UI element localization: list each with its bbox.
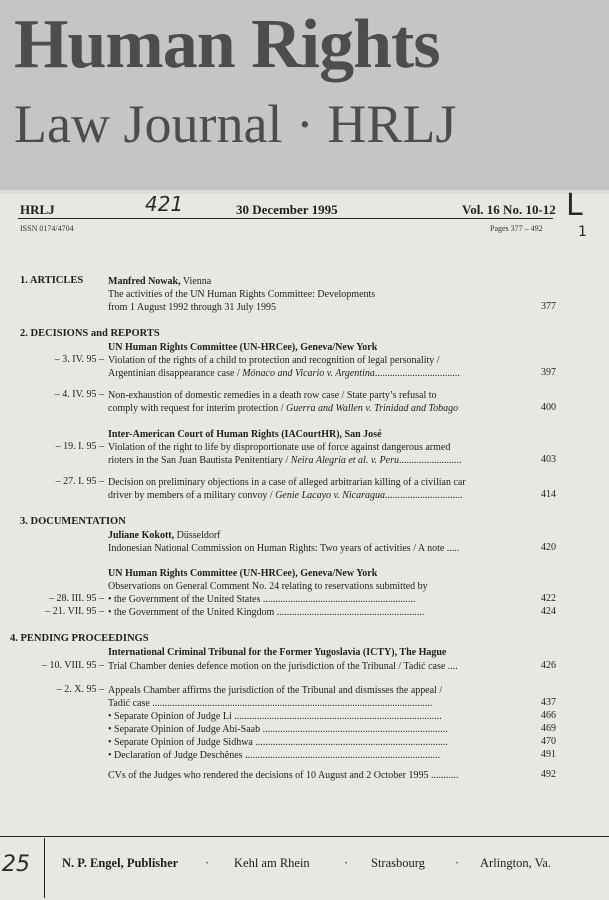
doc-place: Düsseldorf xyxy=(174,530,221,541)
pending-2-case: Tadić case xyxy=(108,698,150,709)
city-arlington: Arlington, Va. xyxy=(480,856,551,870)
article-title-1: The activities of the UN Human Rights Committee: Developments xyxy=(108,289,376,300)
decision-1-case: Mónaco and Vicario v. Argentina xyxy=(242,368,375,379)
decision-4-line-1: Decision on preliminary objections in a case of alleged arbitrarian killing of a civilian car xyxy=(108,477,466,488)
decision-1-page: 397 xyxy=(541,367,556,378)
opinion-4-page: 491 xyxy=(541,749,556,760)
journal-title: Human Rights xyxy=(14,6,440,83)
journal-subtitle: Law Journal · HRLJ xyxy=(14,94,457,154)
decision-2-line-1: Non-exhaustion of domestic remedies in a death row case / State party’s refusal to xyxy=(108,390,437,401)
opinion-4-leader: .............................................................................. xyxy=(245,750,441,761)
doc-page: 420 xyxy=(541,542,556,553)
doc-item-2-page: 424 xyxy=(541,606,556,617)
opinion-4-label: • Declaration of Judge Deschênes xyxy=(108,750,243,761)
decision-1-line-2 xyxy=(108,367,460,380)
pending-1-date: – 10. VIII. 95 – xyxy=(41,660,104,671)
section-decisions: 2. DECISIONS and REPORTS xyxy=(20,328,160,339)
decisions-body-2: Inter-American Court of Human Rights (IACourtHR), San José xyxy=(108,429,382,440)
masthead-edge xyxy=(0,190,609,194)
doc-item-2-leader: ........................................................... xyxy=(276,607,425,618)
decision-1-line-1: Violation of the rights of a child to protection and recognition of legal personality / xyxy=(108,355,440,366)
handwritten-number: 421 xyxy=(145,192,184,216)
decision-3-line-2 xyxy=(108,454,461,467)
footer-sep-2: · xyxy=(344,856,349,870)
article-author: Manfred Nowak, xyxy=(108,276,181,287)
issue-date: 30 December 1995 xyxy=(236,202,338,217)
decision-3-date: – 19. I. 95 – xyxy=(55,441,104,452)
doc-item-2 xyxy=(108,606,424,619)
decision-2-date: – 4. IV. 95 – xyxy=(54,389,104,400)
doc-item-2-date: – 21. VII. 95 – xyxy=(45,606,104,617)
footer-sep-3: · xyxy=(455,856,460,870)
opinion-1-leader: ................................................................................... xyxy=(234,711,442,722)
opinion-3-leader: ............................................................................. xyxy=(255,737,448,748)
article-place: Vienna xyxy=(180,276,212,287)
pending-2-line-2 xyxy=(108,697,432,710)
decisions-body-1: UN Human Rights Committee (UN-HRCee), Geneva/New York xyxy=(108,342,378,353)
city-kehl: Kehl am Rhein xyxy=(234,856,310,870)
handwritten-1: 1 xyxy=(578,224,587,240)
doc-item-1-leader: ............................................................. xyxy=(262,594,416,605)
pending-2-date: – 2. X. 95 – xyxy=(56,684,104,695)
pending-2-leader: ................................................................................................................ xyxy=(152,698,433,709)
decision-4-page: 414 xyxy=(541,489,556,500)
doc-observations: Observations on General Comment No. 24 relating to reservations submitted by xyxy=(108,581,428,592)
opinion-4 xyxy=(108,749,440,762)
footer-rule xyxy=(0,836,609,837)
decision-2-line-2 xyxy=(108,402,458,415)
doc-item-1-page: 422 xyxy=(541,593,556,604)
pending-1-text: Trial Chamber denies defence motion on the jurisdiction of the Tribunal / Tadić case .... xyxy=(108,661,458,672)
decision-1-date: – 3. IV. 95 – xyxy=(54,354,104,365)
opinion-3-page: 470 xyxy=(541,736,556,747)
doc-item-1 xyxy=(108,593,415,606)
decision-3-page: 403 xyxy=(541,454,556,465)
opinion-2 xyxy=(108,723,448,736)
decision-2-page: 400 xyxy=(541,402,556,413)
page-range: Pages 377 – 492 xyxy=(490,224,543,233)
decision-2-case: Guerra and Wallen v. Trinidad and Tobago xyxy=(286,403,459,414)
decision-4-case: Genie Lacayo v. Nicaragua xyxy=(275,490,385,501)
decision-4-leader: ............................... xyxy=(384,490,463,501)
volume-number: Vol. 16 No. 10-12 xyxy=(462,202,556,217)
section-documentation: 3. DOCUMENTATION xyxy=(20,516,126,527)
judges-cv-page: 492 xyxy=(541,769,556,780)
opinion-1-label: • Separate Opinion of Judge Li xyxy=(108,711,232,722)
issn: ISSN 0174/4704 xyxy=(20,224,74,233)
decision-2-text: comply with request for interim protection / xyxy=(108,403,287,414)
footer-divider xyxy=(34,838,45,898)
opinion-1-page: 466 xyxy=(541,710,556,721)
doc-title: Indonesian National Commission on Human Rights: Two years of activities / A note ..... xyxy=(108,543,460,554)
decision-3-line-1: Violation of the right to life by disproportionate use of force against dangerous armed xyxy=(108,442,451,453)
header-rule xyxy=(18,218,553,219)
decision-3-leader: ......................... xyxy=(398,455,462,466)
opinion-2-label: • Separate Opinion of Judge Abi-Saab xyxy=(108,724,261,735)
doc-item-2-label: • the Government of the United Kingdom xyxy=(108,607,275,618)
publisher: N. P. Engel, Publisher xyxy=(62,856,179,870)
judges-cv: CVs of the Judges who rendered the decisions of 10 August and 2 October 1995 ........... xyxy=(108,770,459,781)
opinion-2-page: 469 xyxy=(541,723,556,734)
article-page: 377 xyxy=(541,301,556,312)
pending-body: International Criminal Tribunal for the Former Yugoslavia (ICTY), The Hague xyxy=(108,647,447,658)
section-articles: 1. ARTICLES xyxy=(20,275,84,286)
doc-item-1-date: – 28. III. 95 – xyxy=(49,593,104,604)
decision-4-text: driver by members of a military convoy / xyxy=(108,490,276,501)
handwritten-l: L xyxy=(566,188,583,223)
decision-4-line-2 xyxy=(108,489,462,502)
city-strasbourg: Strasbourg xyxy=(371,856,425,870)
doc-author: Juliane Kokott, xyxy=(108,530,175,541)
doc-item-1-label: • the Government of the United States xyxy=(108,594,261,605)
decision-3-case: Neira Alegría et al. v. Peru xyxy=(290,455,399,466)
article-title-2: from 1 August 1992 through 31 July 1995 xyxy=(108,302,277,313)
doc-author-line xyxy=(108,529,221,542)
opinion-1 xyxy=(108,710,442,723)
decision-1-text: Argentinian disappearance case / xyxy=(108,368,243,379)
section-pending: 4. PENDING PROCEEDINGS xyxy=(10,633,149,644)
article-author-line xyxy=(108,275,211,288)
pending-1-page: 426 xyxy=(541,660,556,671)
opinion-3-label: • Separate Opinion of Judge Sidhwa xyxy=(108,737,253,748)
opinion-3 xyxy=(108,736,448,749)
opinion-2-leader: .......................................................................... xyxy=(262,724,448,735)
doc-body: UN Human Rights Committee (UN-HRCee), Geneva/New York xyxy=(108,568,378,579)
decision-4-date: – 27. I. 95 – xyxy=(55,476,104,487)
journal-abbrev: HRLJ xyxy=(20,202,55,217)
decision-3-text: rioters in the San Juan Bautista Penitentiary / xyxy=(108,455,291,466)
decision-1-leader: .................................. xyxy=(374,368,460,379)
footer-sep-1: · xyxy=(205,856,210,870)
pending-2-line-1: Appeals Chamber affirms the jurisdiction of the Tribunal and dismisses the appeal / xyxy=(108,685,443,696)
handwritten-25: 25 xyxy=(2,852,30,877)
pending-2-page: 437 xyxy=(541,697,556,708)
